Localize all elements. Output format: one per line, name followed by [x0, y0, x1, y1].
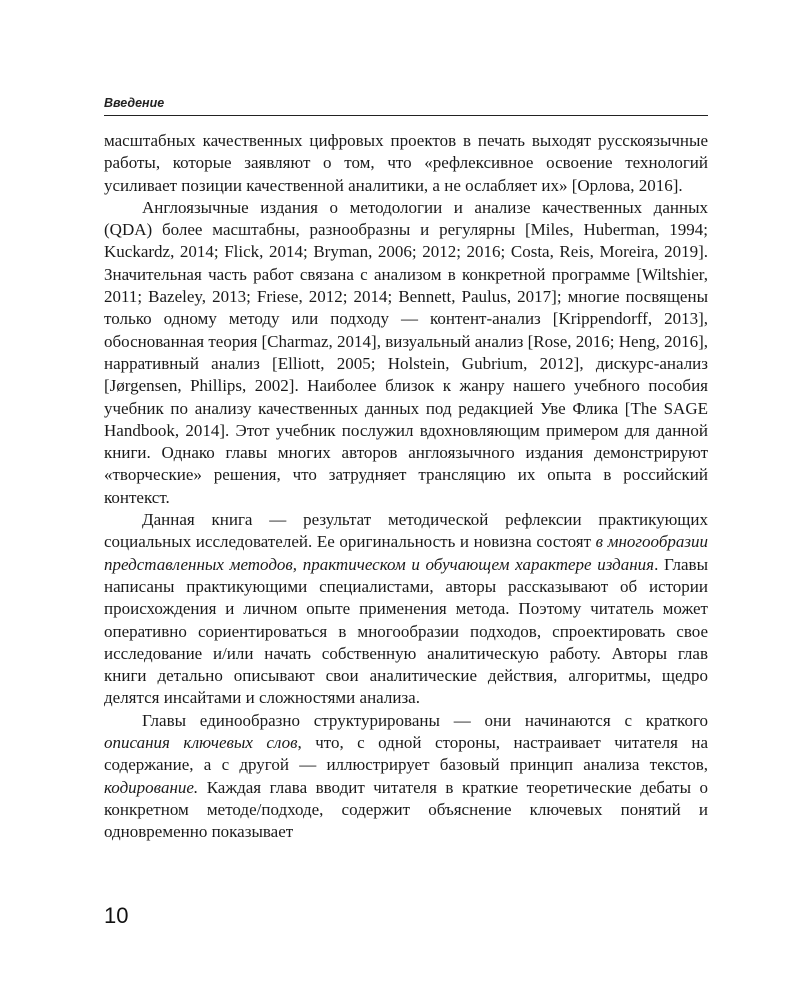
paragraph-3 [104, 509, 708, 710]
page-number: 10 [104, 903, 129, 928]
paragraph-text: Данная книга — результат методической рефлексии практикующих социальных исследователей. Ее оригинальность и новизна состоят [104, 510, 708, 552]
paragraph-text: Главы единообразно структурированы — они начинаются с краткого [142, 710, 708, 730]
paragraph-2 [104, 197, 708, 509]
paragraph-text: Каждая глава вводит читателя в краткие теоретические дебаты о конкретном методе/подходе, содержит объяснение ключевых понятий и одновременно показывает [104, 777, 708, 842]
running-header [104, 94, 708, 116]
chapter-title: Введение [104, 96, 165, 110]
paragraph-text: , что, с одной стороны, настраивает читателя на содержание, а с другой — иллюстрирует базовый принцип анализа текстов, [104, 733, 709, 775]
emphasized-text: в многообразии представленных методов, практическом и обучающем характере издания [104, 532, 708, 574]
paragraph-text: масштабных качественных цифровых проектов в печать выходят русскоязычные работы, которые заявляют о том, что «рефлексивное освоение технологий усиливает позиции качественной аналитики, а не ослабляет их» [Орлова, 2016]. [104, 131, 708, 195]
paragraph-text: Англоязычные издания о методологии и анализе качественных данных (QDA) более масштабны, разнообразны и регулярны [Miles, Huberman, 1994; Kuckardz, 2014; Flick, 2014; Bryman, 2006; 2012; 2016; Costa, Reis, Moreira, 2019]. Значительная часть работ связана с анализом в конкретной программе [Wiltshier, 2011; Bazeley, 2013; Friese, 2012; 2014; Bennett, Paulus, 2017]; многие посвящены только одному методу или подходу — контент-анализ [Krippendorff, 2013], обоснованная теория [Charmaz, 2014], визуальный анализ [Rose, 2016; Heng, 2016], нарративный анализ [Elliott, 2005; Holstein, Gubrium, 2012], дискурс-анализ [Jørgensen, Phillips, 2002]. Наиболее близок к жанру нашего учебного пособия учебник по анализу качественных данных под редакцией Уве Флика [The SAGE Handbook, 2014]. Этот учебник послужил вдохновляющим примером для данной книги. Однако главы многих авторов англоязычного издания демонстрируют «творческие» решения, что затрудняет трансляцию их опыта в российский контекст. [104, 197, 709, 507]
emphasized-text: описания ключевых слов [104, 733, 298, 753]
paragraph-1 [104, 130, 708, 197]
paragraph-4 [104, 710, 708, 844]
body-text [104, 130, 708, 844]
emphasized-text: кодирование. [104, 777, 199, 797]
paragraph-text: . Главы написаны практикующими специалистами, авторы рассказывают об истории происхождения и личном опыте применения метода. Поэтому читатель может оперативно сориентироваться в многообразии подходов, спроектировать свое исследование и/или начать собственную аналитическую работу. Авторы глав книги детально описывают свои аналитические действия, алгоритмы, щедро делятся инсайтами и сложностями анализа. [104, 554, 708, 708]
